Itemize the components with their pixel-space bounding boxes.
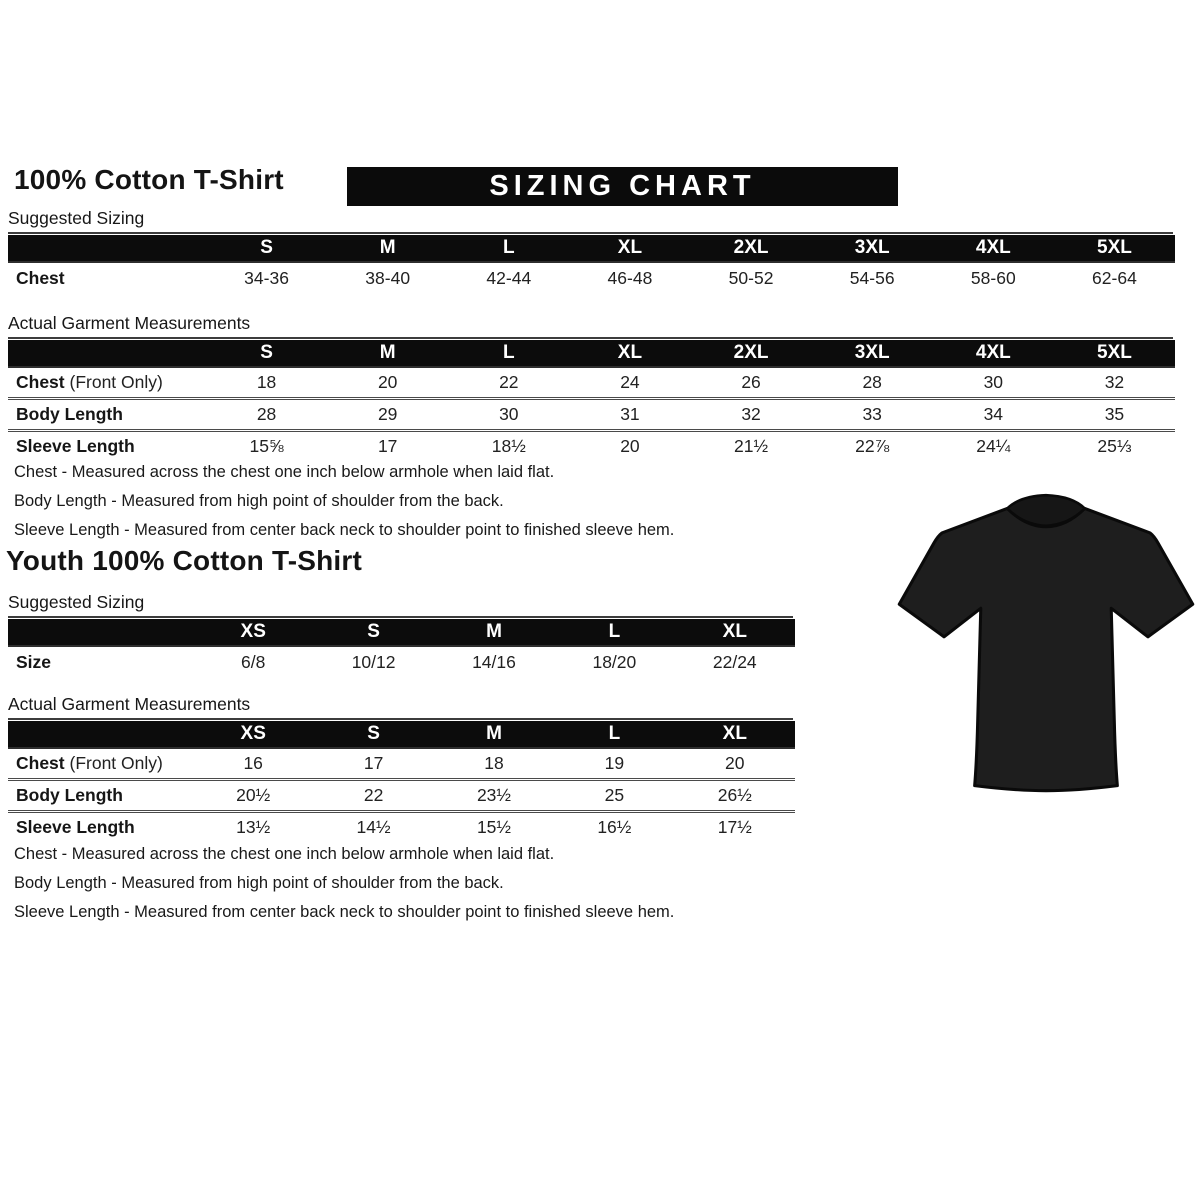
value-cell: 17 — [363, 753, 384, 773]
note-body-length: Body Length - Measured from high point of shoulder from the back. — [14, 874, 504, 892]
value-cell: 21½ — [691, 429, 812, 461]
value-cell: 18 — [484, 753, 504, 773]
header-row — [8, 721, 795, 749]
header-row — [8, 340, 1175, 368]
size-column-header: 4XL — [933, 340, 1054, 368]
size-column-header: XL — [569, 340, 690, 368]
table-row-sleeve-length — [8, 810, 795, 842]
value-cell: 16 — [243, 753, 263, 773]
value-cell: 46-48 — [607, 268, 653, 288]
value-cell: 10/12 — [351, 652, 396, 672]
adult-suggested-table — [8, 235, 1175, 294]
value-cell: 24¼ — [933, 429, 1054, 461]
value-cell: 32 — [1104, 372, 1125, 392]
value-cell: 62-64 — [1092, 268, 1137, 288]
value-cell: 22⅞ — [812, 429, 933, 461]
youth-measurement-notes — [14, 840, 674, 927]
size-column-header: L — [554, 619, 674, 647]
row-label: Size — [16, 652, 52, 672]
youth-section-title: Youth 100% Cotton T-Shirt — [6, 545, 363, 576]
value-cell: 31 — [569, 397, 690, 429]
value-cell: 42-44 — [486, 268, 532, 288]
value-cell: 29 — [327, 397, 448, 429]
value-cell: 35 — [1054, 397, 1175, 429]
banner-label: SIZING CHART — [489, 170, 756, 202]
value-cell: 14½ — [313, 810, 433, 842]
value-cell: 22 — [499, 372, 519, 392]
size-column-header: M — [434, 721, 554, 749]
value-cell: 24 — [620, 372, 640, 392]
table-row-body-length — [8, 778, 795, 810]
row-label: Chest (Front Only) — [16, 372, 163, 392]
note-sleeve-length: Sleeve Length - Measured from center back neck to shoulder point to finished sleeve hem. — [14, 903, 675, 921]
value-cell: 18 — [256, 372, 277, 392]
adult-suggested-heading: Suggested Sizing — [8, 208, 1173, 234]
table-row-sleeve-length — [8, 429, 1175, 461]
size-column-header: 5XL — [1054, 235, 1175, 263]
row-label: Chest (Front Only) — [16, 753, 163, 773]
table-row-chest — [8, 368, 1175, 397]
row-label: Body Length — [8, 778, 193, 810]
size-column-header: 3XL — [812, 340, 933, 368]
youth-measurements-heading: Actual Garment Measurements — [8, 694, 793, 720]
value-cell: 34 — [933, 397, 1054, 429]
value-cell: 26 — [741, 372, 761, 392]
value-cell: 28 — [206, 397, 327, 429]
value-cell: 20 — [569, 429, 690, 461]
value-cell: 25 — [554, 778, 674, 810]
adult-measurements-heading: Actual Garment Measurements — [8, 313, 1173, 339]
youth-suggested-heading: Suggested Sizing — [8, 592, 793, 618]
note-body-length: Body Length - Measured from high point of shoulder from the back. — [14, 492, 504, 510]
size-column-header: 2XL — [691, 235, 812, 263]
value-cell: 23½ — [434, 778, 554, 810]
value-cell: 20 — [725, 753, 745, 773]
value-cell: 50-52 — [728, 268, 774, 288]
table-row-body-length — [8, 397, 1175, 429]
value-cell: 19 — [604, 753, 625, 773]
value-cell: 54-56 — [849, 268, 895, 288]
size-column-header: S — [313, 619, 433, 647]
value-cell: 32 — [691, 397, 812, 429]
size-column-header: 3XL — [812, 235, 933, 263]
value-cell: 22 — [313, 778, 433, 810]
value-cell: 13½ — [193, 810, 313, 842]
row-label: Body Length — [8, 397, 206, 429]
size-column-header: S — [206, 340, 327, 368]
size-column-header: L — [554, 721, 674, 749]
row-label: Sleeve Length — [8, 810, 193, 842]
value-cell: 20 — [377, 372, 398, 392]
corner-cell — [8, 235, 206, 263]
corner-cell — [8, 619, 193, 647]
value-cell: 38-40 — [365, 268, 411, 288]
value-cell: 30 — [448, 397, 569, 429]
value-cell: 16½ — [554, 810, 674, 842]
header-row — [8, 235, 1175, 263]
note-sleeve-length: Sleeve Length - Measured from center back neck to shoulder point to finished sleeve hem. — [14, 521, 675, 539]
value-cell: 14/16 — [472, 652, 516, 672]
size-column-header: 2XL — [691, 340, 812, 368]
value-cell: 25⅓ — [1054, 429, 1175, 461]
size-column-header: XL — [675, 619, 795, 647]
size-column-header: L — [448, 235, 569, 263]
size-column-header: XS — [193, 721, 313, 749]
value-cell: 30 — [983, 372, 1004, 392]
value-cell: 28 — [862, 372, 882, 392]
value-cell: 17 — [327, 429, 448, 461]
table-row-chest — [8, 263, 1175, 294]
adult-measurements-table — [8, 340, 1175, 461]
size-column-header: M — [327, 235, 448, 263]
adult-measurement-notes — [14, 458, 674, 545]
size-column-header: L — [448, 340, 569, 368]
note-chest: Chest - Measured across the chest one inch below armhole when laid flat. — [14, 845, 555, 863]
value-cell: 18½ — [448, 429, 569, 461]
value-cell: 26½ — [675, 778, 795, 810]
size-column-header: 5XL — [1054, 340, 1175, 368]
size-column-header: XS — [193, 619, 313, 647]
youth-measurements-table — [8, 721, 795, 842]
page-title: 100% Cotton T-Shirt — [14, 164, 284, 195]
size-column-header: M — [327, 340, 448, 368]
size-column-header: 4XL — [933, 235, 1054, 263]
size-column-header: S — [313, 721, 433, 749]
size-column-header: S — [206, 235, 327, 263]
sizing-chart-banner — [347, 167, 898, 206]
table-row-chest — [8, 749, 795, 778]
header-row — [8, 619, 795, 647]
corner-cell — [8, 721, 193, 749]
value-cell: 15½ — [434, 810, 554, 842]
size-column-header: XL — [675, 721, 795, 749]
row-label: Chest — [16, 268, 65, 288]
value-cell: 22/24 — [712, 652, 757, 672]
value-cell: 34-36 — [244, 268, 289, 288]
value-cell: 17½ — [675, 810, 795, 842]
value-cell: 33 — [812, 397, 933, 429]
value-cell: 18/20 — [592, 652, 637, 672]
note-chest: Chest - Measured across the chest one inch below armhole when laid flat. — [14, 463, 555, 481]
black-tshirt-image — [893, 486, 1199, 806]
size-column-header: M — [434, 619, 554, 647]
table-row-size — [8, 647, 795, 678]
corner-cell — [8, 340, 206, 368]
value-cell: 20½ — [193, 778, 313, 810]
value-cell: 58-60 — [970, 268, 1016, 288]
youth-suggested-table — [8, 619, 795, 678]
row-label: Sleeve Length — [8, 429, 206, 461]
value-cell: 15⅝ — [206, 429, 327, 461]
value-cell: 6/8 — [241, 652, 266, 672]
size-column-header: XL — [569, 235, 690, 263]
